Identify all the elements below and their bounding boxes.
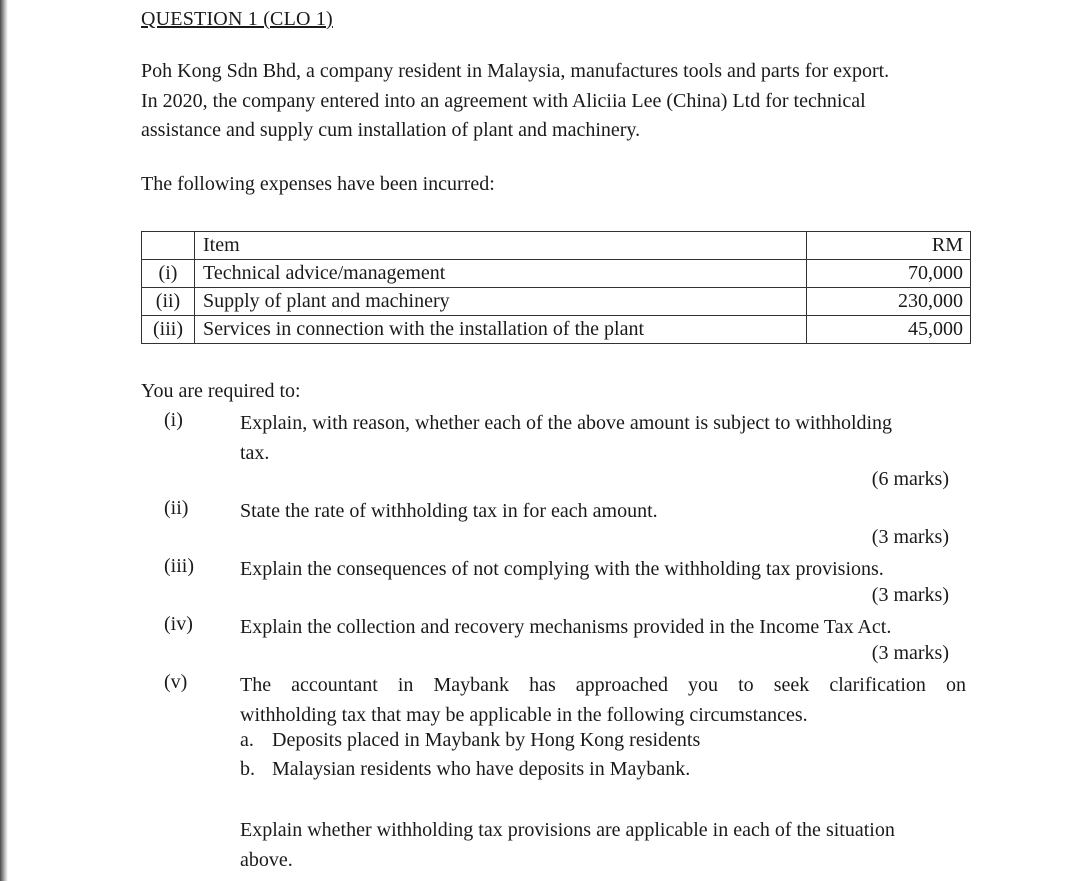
header-no — [142, 232, 195, 260]
marks-label: (3 marks) — [871, 642, 949, 664]
closing-instruction — [240, 816, 966, 875]
requirement-text — [240, 613, 966, 643]
table-row — [142, 260, 971, 288]
requirement-line: Explain the consequences of not complying with the withholding tax provisions. — [240, 558, 884, 580]
requirement-line: State the rate of withholding tax in for each amount. — [240, 500, 658, 522]
requirements-heading: You are required to: — [141, 380, 301, 402]
closing-line: Explain whether withholding tax provisions are applicable in each of the situation — [240, 819, 895, 841]
expenses-intro: The following expenses have been incurred: — [141, 173, 495, 195]
requirement-number: (ii) — [164, 497, 189, 519]
sub-item-text: Malaysian residents who have deposits in Maybank. — [272, 758, 691, 780]
intro-line: Poh Kong Sdn Bhd, a company resident in Malaysia, manufactures tools and parts for export. — [141, 60, 890, 82]
requirement-line: withholding tax that may be applicable in the following circumstances. — [240, 703, 808, 726]
sub-item-text: Deposits placed in Maybank by Hong Kong residents — [272, 729, 701, 751]
table-row — [142, 316, 971, 344]
header-amount: RM — [807, 232, 971, 260]
requirement-number: (iv) — [164, 613, 193, 635]
marks-label: (3 marks) — [871, 526, 949, 548]
requirement-text — [240, 555, 966, 585]
row-item: Supply of plant and machinery — [195, 288, 807, 316]
row-item: Technical advice/management — [195, 260, 807, 288]
row-amount: 230,000 — [807, 288, 971, 316]
closing-line: above. — [240, 848, 293, 871]
row-number: (ii) — [142, 288, 195, 316]
expenses-table — [141, 231, 971, 344]
requirement-number: (v) — [164, 671, 188, 693]
intro-paragraph — [141, 57, 971, 146]
question-title: QUESTION 1 (CLO 1) — [141, 8, 333, 30]
sub-item-label: b. — [240, 758, 255, 780]
header-item: Item — [195, 232, 807, 260]
sub-item — [240, 729, 700, 752]
marks-label: (3 marks) — [871, 584, 949, 606]
requirement-text — [240, 409, 966, 468]
table-header-row — [142, 232, 971, 260]
row-number: (iii) — [142, 316, 195, 344]
row-amount: 70,000 — [807, 260, 971, 288]
row-item: Services in connection with the installation of the plant — [195, 316, 807, 344]
requirement-number: (i) — [164, 409, 183, 431]
marks-label: (6 marks) — [871, 468, 949, 490]
row-number: (i) — [142, 260, 195, 288]
intro-line: In 2020, the company entered into an agreement with Aliciia Lee (China) Ltd for technical — [141, 89, 866, 112]
requirement-text — [240, 671, 966, 730]
requirement-text — [240, 497, 966, 527]
requirement-line: Explain, with reason, whether each of the above amount is subject to withholding — [240, 412, 893, 434]
requirement-line: The accountant in Maybank has approached you to seek clarification on — [240, 674, 966, 696]
sub-item — [240, 758, 690, 781]
row-amount: 45,000 — [807, 316, 971, 344]
requirement-number: (iii) — [164, 555, 194, 577]
requirement-line: tax. — [240, 441, 270, 464]
sub-item-label: a. — [240, 729, 254, 751]
requirement-line: Explain the collection and recovery mechanisms provided in the Income Tax Act. — [240, 616, 892, 638]
intro-line: assistance and supply cum installation of plant and machinery. — [141, 119, 641, 141]
table-row — [142, 288, 971, 316]
